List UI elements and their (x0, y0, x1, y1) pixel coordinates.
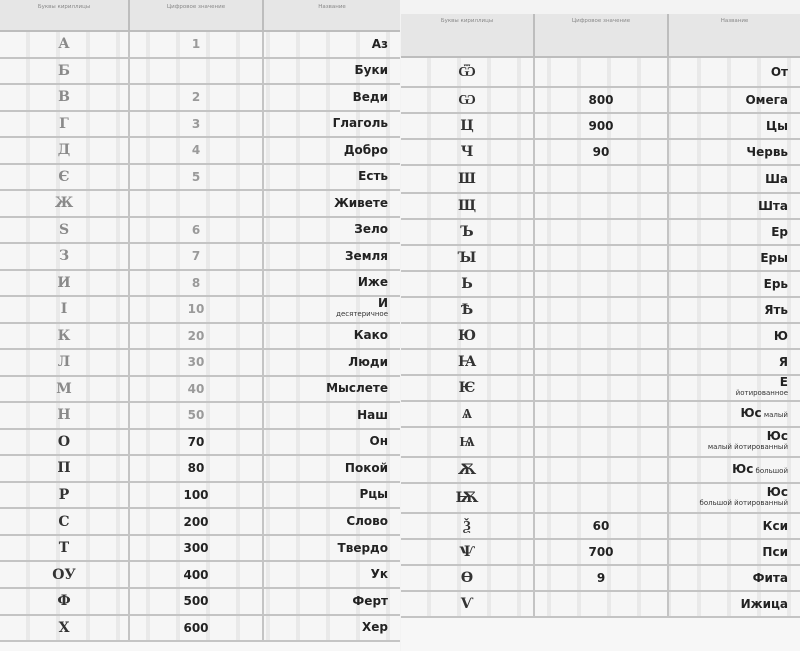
numeric-value (535, 484, 669, 512)
letter-name (264, 165, 400, 190)
letter-glyph: С (0, 509, 130, 534)
numeric-value: 2 (130, 85, 264, 110)
letter-glyph: Ч (401, 140, 535, 164)
letter-name-note: йотированное (735, 389, 788, 397)
letter-glyph: О (0, 430, 130, 455)
letter-name-text: Я (778, 354, 788, 369)
table-row (0, 562, 400, 589)
letter-name-text: Юс малый (740, 405, 788, 420)
letter-name-text: Пси (762, 544, 788, 559)
numeric-value: 100 (130, 483, 264, 508)
numeric-value (535, 376, 669, 400)
letter-name-text: Юс большой (732, 461, 788, 476)
letter-name-text: Омега (745, 92, 788, 107)
letter-glyph: Ꙗ (401, 350, 535, 374)
letter-name-text: Ша (765, 171, 788, 186)
letter-name-text: И (377, 296, 388, 311)
table-row (0, 218, 400, 245)
numeric-value: 90 (535, 140, 669, 164)
letter-name-text: Он (369, 434, 388, 449)
letter-name-note: малый (761, 410, 788, 419)
table-row (401, 458, 800, 484)
letter-name (669, 298, 800, 322)
letter-name (264, 377, 400, 402)
letter-glyph: Ь (401, 272, 535, 296)
letter-name (264, 32, 400, 57)
letter-glyph: Щ (401, 194, 535, 218)
table-row (401, 324, 800, 350)
numeric-value: 900 (535, 114, 669, 138)
table-row (0, 165, 400, 192)
letter-name-text: Буки (354, 63, 388, 78)
numeric-value (535, 166, 669, 192)
table-row (0, 456, 400, 483)
letter-glyph: Д (0, 138, 130, 163)
letter-glyph: Ѯ (401, 514, 535, 538)
numeric-value: 4 (130, 138, 264, 163)
letter-name-note: десятеричное (336, 310, 388, 319)
letter-name-text: Юс (766, 485, 788, 499)
letter-glyph: П (0, 456, 130, 481)
table-row (401, 376, 800, 402)
numeric-value: 800 (535, 88, 669, 112)
header-letters: Буквы кириллицы (401, 14, 535, 56)
table-row (0, 403, 400, 430)
letter-glyph: Ъ (401, 220, 535, 244)
letter-name-note: большой йотированный (699, 499, 788, 507)
numeric-value (535, 246, 669, 270)
letter-name (669, 376, 800, 400)
letter-name-text: Ю (773, 328, 788, 343)
letter-name (669, 566, 800, 590)
letter-glyph: Н (0, 403, 130, 428)
table-row (401, 166, 800, 194)
numeric-value (535, 458, 669, 482)
letter-glyph: Є (0, 165, 130, 190)
header-numeric: Цифровое значение (130, 0, 264, 30)
letter-glyph: Ѳ (401, 566, 535, 590)
letter-name (264, 191, 400, 216)
letter-name (669, 324, 800, 348)
letter-name (264, 218, 400, 243)
table-row (401, 246, 800, 272)
letter-name-text: Слово (346, 514, 388, 529)
numeric-value: 700 (535, 540, 669, 564)
letter-name-text: Ер (771, 224, 788, 239)
header-name: Название (720, 18, 749, 24)
numeric-value: 1 (130, 32, 264, 57)
letter-glyph: Х (0, 616, 130, 641)
letter-glyph: ОУ (0, 562, 130, 587)
letter-name (264, 85, 400, 110)
table-row (0, 271, 400, 298)
table-row (0, 324, 400, 351)
letter-name (264, 403, 400, 428)
letter-name-text: Шта (758, 198, 788, 213)
table-row (401, 58, 800, 88)
numeric-value (535, 220, 669, 244)
table-row (0, 59, 400, 86)
numeric-value: 5 (130, 165, 264, 190)
letter-name-text: Червь (746, 144, 788, 159)
numeric-value: 600 (130, 616, 264, 641)
table-row (401, 566, 800, 592)
letter-name-text: Ять (764, 302, 788, 317)
letter-name-text: Цы (766, 118, 788, 133)
table-row (401, 114, 800, 140)
table-row (401, 484, 800, 514)
letter-name (669, 58, 800, 86)
letter-glyph: Ѧ (401, 402, 535, 426)
letter-glyph: Ѕ (0, 218, 130, 243)
table-row (401, 88, 800, 114)
letter-name (669, 88, 800, 112)
left-table-body (0, 32, 400, 642)
letter-glyph: И (0, 271, 130, 296)
letter-glyph: Ж (0, 191, 130, 216)
table-row (0, 85, 400, 112)
right-table (401, 14, 800, 651)
letter-name (264, 59, 400, 84)
letter-name (669, 514, 800, 538)
letter-name-text: Добро (343, 142, 388, 157)
header-name: Название (318, 4, 346, 10)
table-row (0, 112, 400, 139)
numeric-value: 400 (130, 562, 264, 587)
letter-name (264, 616, 400, 641)
letter-glyph: Ш (401, 166, 535, 192)
numeric-value: 500 (130, 589, 264, 614)
letter-glyph: Г (0, 112, 130, 137)
letter-glyph: Л (0, 350, 130, 375)
table-row (401, 428, 800, 458)
letter-glyph: Ѵ (401, 592, 535, 616)
letter-name (669, 272, 800, 296)
letter-name (264, 297, 400, 322)
table-row (0, 244, 400, 271)
letter-name-text: Мыслете (326, 381, 388, 396)
letter-glyph: Ꙑ (401, 246, 535, 270)
letter-glyph: Ѩ (401, 428, 535, 456)
numeric-value: 70 (130, 430, 264, 455)
numeric-value (535, 58, 669, 86)
letter-glyph: З (0, 244, 130, 269)
letter-name (264, 589, 400, 614)
letter-name (669, 458, 800, 482)
numeric-value (130, 59, 264, 84)
numeric-value: 300 (130, 536, 264, 561)
table-row (0, 589, 400, 616)
letter-name-text: Живете (334, 195, 388, 210)
numeric-value: 50 (130, 403, 264, 428)
letter-name-text: Ерь (763, 276, 788, 291)
letter-name (264, 483, 400, 508)
letter-name-text: Иже (357, 275, 388, 290)
table-row (0, 509, 400, 536)
letter-glyph: Ѱ (401, 540, 535, 564)
table-row (0, 377, 400, 404)
letter-name (669, 484, 800, 512)
letter-name-text: Глаголь (332, 116, 388, 131)
letter-glyph: М (0, 377, 130, 402)
letter-name (669, 592, 800, 616)
letter-name-text: Е (779, 375, 788, 389)
letter-name (669, 166, 800, 192)
letter-name (669, 350, 800, 374)
table-row (401, 402, 800, 428)
letter-glyph: Ф (0, 589, 130, 614)
letter-name (264, 430, 400, 455)
letter-name-text: Кси (762, 518, 788, 533)
table-row (0, 616, 400, 643)
letter-name (669, 220, 800, 244)
letter-name-text: Аз (371, 36, 388, 51)
letter-glyph: Ю (401, 324, 535, 348)
letter-name-text: Еры (760, 250, 788, 265)
table-row (0, 350, 400, 377)
letter-name (264, 456, 400, 481)
letter-name-text: Земля (345, 248, 388, 263)
right-table-body (401, 58, 800, 618)
letter-name-text: Ук (370, 567, 388, 582)
numeric-value (535, 592, 669, 616)
letter-name (669, 194, 800, 218)
letter-name (264, 112, 400, 137)
letter-name-note: большой (753, 466, 788, 475)
table-row (401, 194, 800, 220)
numeric-value: 6 (130, 218, 264, 243)
numeric-value: 60 (535, 514, 669, 538)
letter-name-note: малый йотированный (707, 443, 788, 451)
table-row (0, 297, 400, 324)
letter-name-text: Ижица (740, 596, 788, 611)
left-table-header (0, 0, 400, 32)
letter-glyph: Ѭ (401, 484, 535, 512)
table-row (0, 430, 400, 457)
header-numeric: Цифровое значение (535, 14, 669, 56)
letter-glyph: Б (0, 59, 130, 84)
table-row (401, 350, 800, 376)
numeric-value (535, 324, 669, 348)
numeric-value: 20 (130, 324, 264, 349)
numeric-value (130, 191, 264, 216)
numeric-value (535, 428, 669, 456)
letter-name (669, 114, 800, 138)
numeric-value: 9 (535, 566, 669, 590)
numeric-value: 30 (130, 350, 264, 375)
header-letters: Буквы кириллицы (0, 0, 130, 30)
letter-glyph: Р (0, 483, 130, 508)
numeric-value (535, 350, 669, 374)
letter-glyph: В (0, 85, 130, 110)
numeric-value (535, 272, 669, 296)
letter-glyph: А (0, 32, 130, 57)
letter-name (669, 140, 800, 164)
numeric-value: 8 (130, 271, 264, 296)
letter-glyph: І (0, 297, 130, 322)
letter-glyph: Ѥ (401, 376, 535, 400)
table-row (401, 298, 800, 324)
letter-name (264, 562, 400, 587)
letter-name-text: Рцы (359, 487, 388, 502)
letter-name-text: Зело (354, 222, 388, 237)
letter-name (669, 540, 800, 564)
letter-name-text: Есть (358, 169, 388, 184)
table-row (0, 536, 400, 563)
table-row (0, 191, 400, 218)
table-row (0, 483, 400, 510)
letter-name (264, 138, 400, 163)
right-table-header (401, 14, 800, 58)
letter-name (669, 402, 800, 426)
table-row (401, 592, 800, 618)
table-row (401, 514, 800, 540)
numeric-value: 7 (130, 244, 264, 269)
letter-name (669, 428, 800, 456)
letter-name-text: Хер (362, 620, 388, 635)
letter-name (264, 509, 400, 534)
numeric-value: 200 (130, 509, 264, 534)
letter-glyph: Ѿ (401, 58, 535, 86)
letter-glyph: Ѫ (401, 458, 535, 482)
numeric-value: 3 (130, 112, 264, 137)
numeric-value: 10 (130, 297, 264, 322)
table-row (401, 220, 800, 246)
letter-name (264, 271, 400, 296)
letter-glyph: К (0, 324, 130, 349)
numeric-value: 80 (130, 456, 264, 481)
letter-glyph: Ѣ (401, 298, 535, 322)
letter-glyph: Ц (401, 114, 535, 138)
table-row (401, 540, 800, 566)
numeric-value: 40 (130, 377, 264, 402)
letter-name (669, 246, 800, 270)
table-row (0, 32, 400, 59)
table-row (401, 272, 800, 298)
letter-name-text: Фита (752, 570, 788, 585)
numeric-value (535, 402, 669, 426)
table-row (401, 140, 800, 166)
letter-name (264, 536, 400, 561)
numeric-value (535, 194, 669, 218)
numeric-value (535, 298, 669, 322)
letter-name-text: Юс (766, 429, 788, 443)
table-row (0, 138, 400, 165)
letter-name-text: От (770, 64, 788, 79)
letter-name-text: Ферт (352, 593, 388, 608)
letter-name (264, 244, 400, 269)
letter-name-text: Покой (344, 460, 388, 475)
letter-name (264, 324, 400, 349)
letter-name-text: Твердо (337, 540, 388, 555)
letter-name-text: Веди (352, 89, 388, 104)
letter-name-text: Люди (348, 354, 388, 369)
letter-glyph: Т (0, 536, 130, 561)
letter-glyph: Ѡ (401, 88, 535, 112)
letter-name-text: Како (353, 328, 388, 343)
letter-name-text: Наш (357, 407, 388, 422)
letter-name (264, 350, 400, 375)
